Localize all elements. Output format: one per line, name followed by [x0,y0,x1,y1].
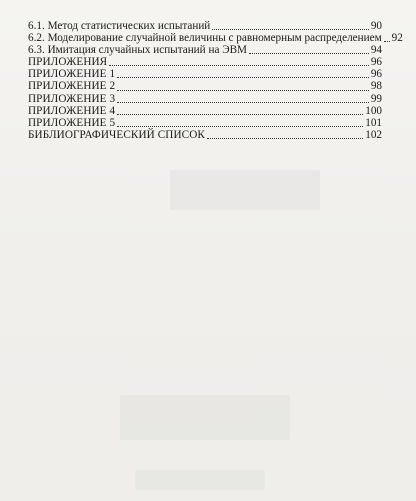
toc-entry-page: 100 [365,104,382,117]
toc-leader-dots [212,28,369,30]
toc-leader-dots [117,89,369,91]
bleed-through-shadow-2 [120,395,290,440]
toc-entry-appendices[interactable] [28,56,382,68]
toc-entry-appendix-4[interactable] [28,105,382,117]
toc-entry-page: 99 [370,92,382,105]
toc-leader-dots [117,101,369,103]
toc-entry-page: 92 [391,32,403,45]
toc-entry-page: 94 [370,44,382,57]
toc-entry-page: 98 [370,80,382,93]
toc-entry-appendix-1[interactable] [28,68,382,80]
toc-entry-title: ПРИЛОЖЕНИЕ 4 [28,104,116,117]
toc-entry-appendix-3[interactable] [28,93,382,105]
toc-leader-dots [117,113,363,115]
toc-entry-page: 102 [365,128,382,141]
toc-entry-title: ПРИЛОЖЕНИЕ 5 [28,116,116,129]
toc-entry-6-1[interactable] [28,20,382,32]
toc-entry-page: 101 [365,116,382,129]
toc-entry-title: ПРИЛОЖЕНИЯ [28,56,108,69]
toc-entry-bibliography[interactable] [28,129,382,141]
toc-leader-dots [384,40,390,42]
toc-entry-title: ПРИЛОЖЕНИЕ 3 [28,92,116,105]
table-of-contents [28,20,403,141]
toc-entry-title: ПРИЛОЖЕНИЕ 2 [28,80,116,93]
toc-entry-6-2[interactable] [28,32,403,45]
toc-entry-appendix-5[interactable] [28,117,382,129]
toc-entry-page: 90 [370,20,382,32]
toc-leader-dots [117,125,363,127]
toc-entry-title: 6.1. Метод статистических испытаний [28,20,211,32]
toc-entry-title: БИБЛИОГРАФИЧЕСКИЙ СПИСОК [28,128,205,141]
toc-entry-page: 96 [370,68,382,81]
toc-entry-page: 96 [370,56,382,69]
toc-entry-title: 6.2. Моделирование случайной величины с равномерным распределением [28,32,382,45]
toc-leader-dots [207,137,363,139]
bleed-through-shadow-1 [170,170,320,210]
toc-entry-6-3[interactable] [28,44,382,56]
toc-entry-title: 6.3. Имитация случайных испытаний на ЭВМ [28,44,247,57]
toc-leader-dots [109,64,369,66]
toc-leader-dots [117,76,369,78]
bleed-through-shadow-3 [135,470,265,490]
toc-entry-appendix-2[interactable] [28,80,382,92]
toc-leader-dots [249,52,369,54]
toc-entry-title: ПРИЛОЖЕНИЕ 1 [28,68,116,81]
